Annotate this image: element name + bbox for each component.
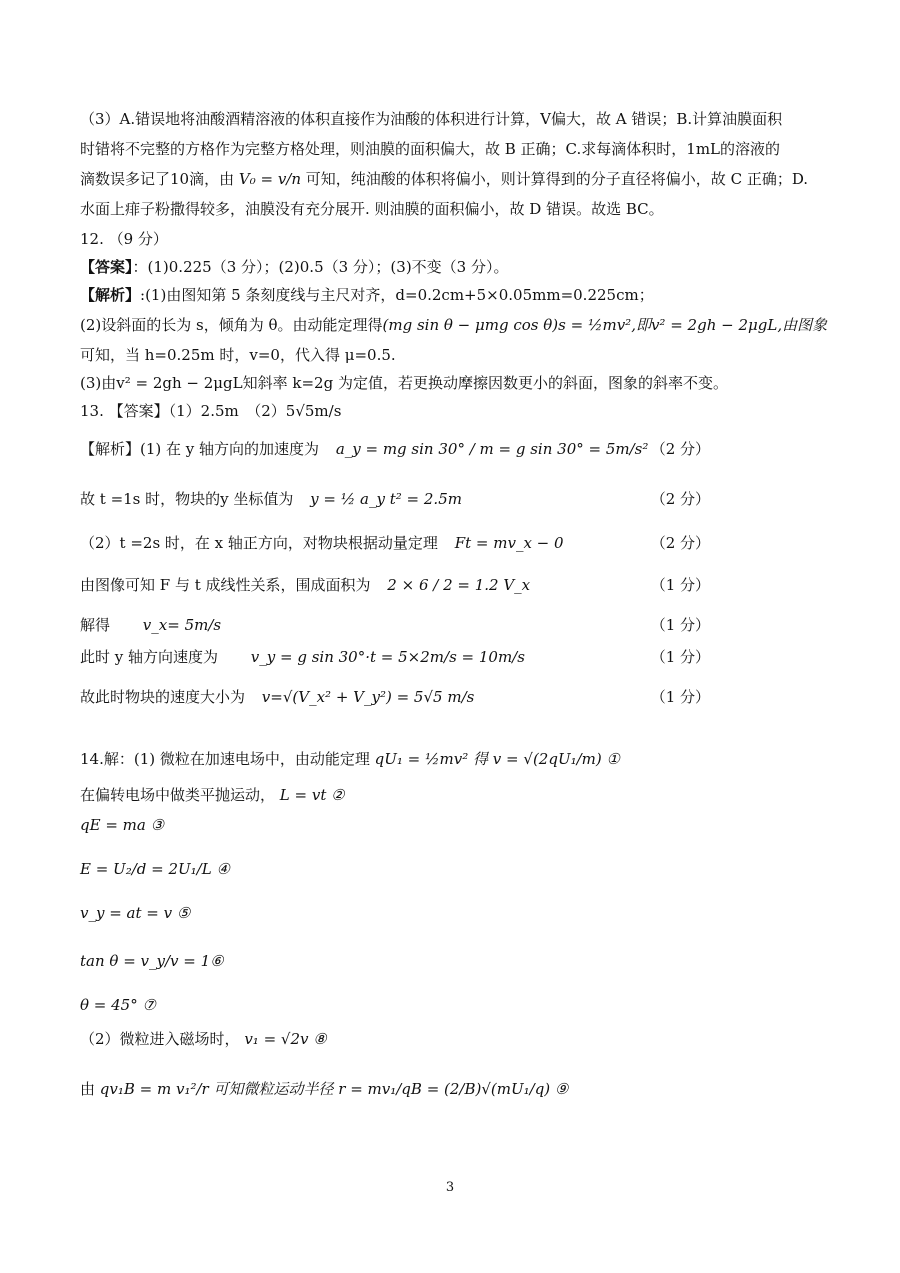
q11-line-2: 时错将不完整的方格作为完整方格处理，则油膜的面积偏大，故 B 正确；C.求每滴体积时，1mL的溶液的 (80, 140, 781, 158)
q14-step-1-formula: qU₁ = ½mv² 得 v = √(2qU₁/m) ① (374, 750, 620, 768)
q14-step-8 (80, 1028, 820, 1050)
q14-step-5: v_y = at = v ⑤ (80, 904, 191, 922)
q13-step-6-score: （1 分） (650, 648, 710, 666)
q12-analysis-2-text: (2)设斜面的长为 s，倾角为 θ。由动能定理得 (80, 316, 383, 334)
q13-step-2-formula: y = ½ a_y t² = 2.5m (310, 490, 462, 508)
q14-step-3: qE = ma ③ (80, 816, 165, 834)
q13-step-1-text: 【解析】(1) 在 y 轴方向的加速度为 (80, 440, 320, 458)
q11-line-3-text-a: 滴数误多记了10滴，由 (80, 170, 235, 188)
q11-line-3 (80, 168, 820, 190)
q13-step-2 (80, 488, 820, 510)
q14-step-1 (80, 748, 820, 770)
q14-step-9-formula: qv₁B = m v₁²/r 可知微粒运动半径 r = mv₁/qB = (2/B)√(mU₁/q) ⑨ (99, 1080, 569, 1098)
q14-step-2-formula: L = vt ② (279, 786, 345, 804)
q14-step-6: tan θ = v_y/v = 1⑥ (80, 952, 224, 970)
q12-energy-formula: (mg sin θ − μmg cos θ)s = ½mv²,即v² = 2gh − 2μgL,由图象 (382, 316, 828, 334)
q13-step-7-score: （1 分） (650, 688, 710, 706)
q13-step-7-formula: v=√(V_x² + V_y²) = 5√5 m/s (261, 688, 475, 706)
q13-step-6-text: 此时 y 轴方向速度为 (80, 648, 219, 666)
q12-analysis-1-text: :(1)由图知第 5 条刻度线与主尺对齐，d=0.2cm+5×0.05mm=0.225cm； (140, 286, 654, 304)
q14-step-8-formula: v₁ = √2v ⑧ (244, 1030, 327, 1048)
q13-step-1-score: （2 分） (650, 440, 710, 458)
q13-step-7 (80, 686, 820, 708)
page-number: 3 (445, 1180, 455, 1195)
q13-step-4-score: （1 分） (650, 576, 710, 594)
q14-step-1-text: 14.解：(1) 微粒在加速电场中，由动能定理 (80, 750, 370, 768)
q13-step-3-text: （2）t =2s 时，在 x 轴正方向，对物块根据动量定理 (80, 534, 438, 552)
q12-analysis-1 (80, 284, 820, 306)
q12-heading: 12. （9 分） (80, 230, 168, 248)
q13-step-2-score: （2 分） (650, 490, 710, 508)
q13-step-7-text: 故此时物块的速度大小为 (80, 688, 246, 706)
q13-step-4 (80, 574, 820, 596)
q13-step-4-formula: 2 × 6 / 2 = 1.2 V_x (387, 576, 531, 594)
q14-step-7: θ = 45° ⑦ (80, 996, 156, 1014)
q13-step-5 (80, 614, 820, 636)
q11-v0-formula: V₀ = v/n (238, 170, 302, 188)
q14-step-2-text: 在偏转电场中做类平抛运动， (80, 786, 276, 804)
q13-step-2-text: 故 t =1s 时，物块的y 坐标值为 (80, 490, 294, 508)
q13-step-6-formula: v_y = g sin 30°·t = 5×2m/s = 10m/s (250, 648, 525, 666)
q11-line-1: （3）A.错误地将油酸酒精溶液的体积直接作为油酸的体积进行计算，V偏大，故 A 错误；B.计算油膜面积 (80, 110, 783, 128)
q13-step-1 (80, 438, 820, 460)
q12-analysis-2 (80, 314, 828, 336)
q13-step-5-formula: v_x= 5m/s (142, 616, 222, 634)
q14-step-4: E = U₂/d = 2U₁/L ④ (80, 860, 230, 878)
q14-step-9-text: 由 (80, 1080, 96, 1098)
q12-answer-text: ：(1)0.225（3 分）；(2)0.5（3 分）；(3)不变（3 分）。 (132, 258, 509, 276)
q13-step-3-score: （2 分） (650, 534, 710, 552)
q12-analysis-label: 【解析】 (80, 286, 141, 304)
q12-answer-label: 【答案】 (80, 258, 133, 276)
q13-step-3 (80, 532, 820, 554)
q13-step-5-score: （1 分） (650, 616, 710, 634)
q13-step-5-text: 解得 (80, 616, 111, 634)
q14-step-8-text: （2）微粒进入磁场时， (80, 1030, 240, 1048)
q12-analysis-3: 可知，当 h=0.25m 时，v=0，代入得 μ=0.5. (80, 346, 396, 364)
q12-analysis-4: (3)由v² = 2gh − 2μgL知斜率 k=2g 为定值，若更换动摩擦因数更小的斜面，图象的斜率不变。 (80, 374, 728, 392)
q14-step-2 (80, 784, 820, 806)
q11-line-4: 水面上痱子粉撒得较多，油膜没有充分展开. 则油膜的面积偏小，故 D 错误。故选 BC。 (80, 200, 664, 218)
q13-step-6 (80, 646, 820, 668)
q13-heading: 13. 【答案】（1）2.5m （2）5√5m/s (80, 402, 342, 420)
q13-step-1-formula: a_y = mg sin 30° / m = g sin 30° = 5m/s² (335, 440, 649, 458)
q11-line-3-text-b: 可知，纯油酸的体积将偏小，则计算得到的分子直径将偏小，故 C 正确；D. (305, 170, 809, 188)
q13-step-3-formula: Ft = mv_x − 0 (454, 534, 564, 552)
q12-answer (80, 256, 820, 278)
q13-step-4-text: 由图像可知 F 与 t 成线性关系，围成面积为 (80, 576, 371, 594)
q14-step-9 (80, 1078, 820, 1100)
